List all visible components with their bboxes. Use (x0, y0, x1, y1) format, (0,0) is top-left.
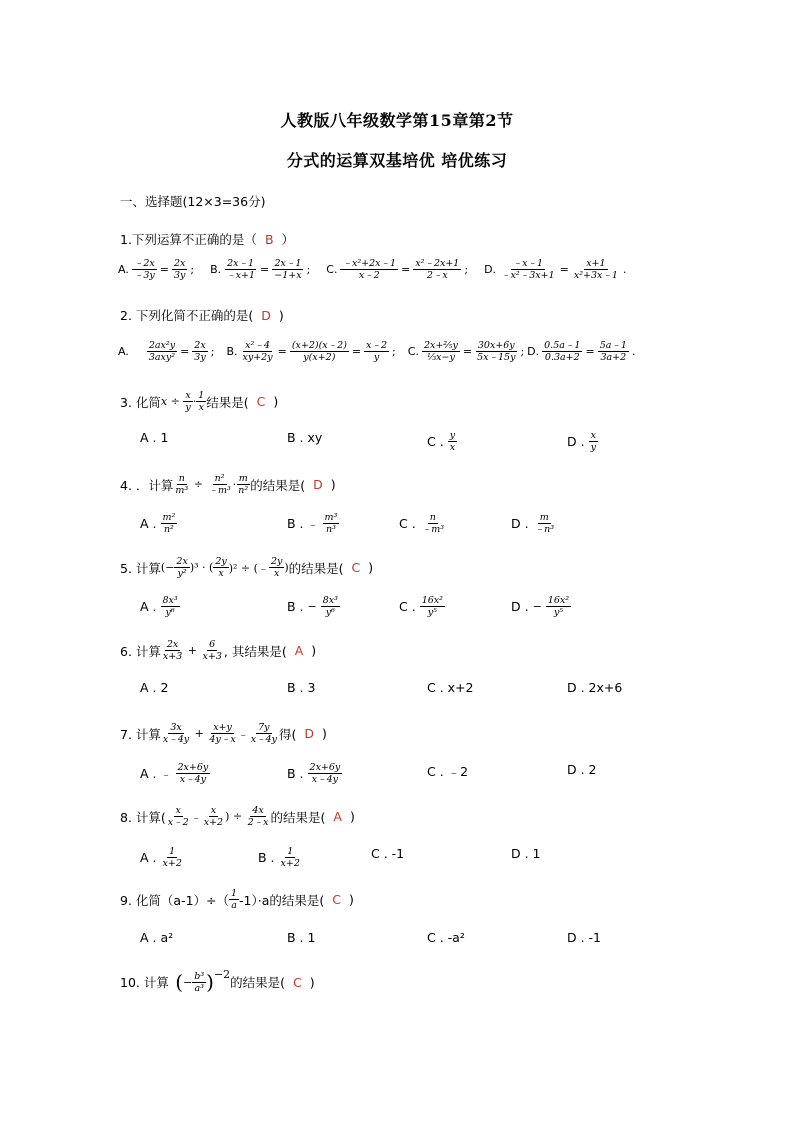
question-stem-end: ） (281, 232, 295, 247)
option-b (287, 430, 322, 445)
option-c (427, 430, 457, 453)
option-d (567, 430, 598, 453)
math-fraction: $\frac{\text{﹣x²+2x﹣1}}{x﹣2}$ (342, 258, 397, 281)
option-d (567, 930, 601, 945)
option-c (371, 846, 404, 861)
option-text: B . (258, 850, 275, 865)
option-a (140, 680, 168, 695)
question-4: 4. ．计算 $\frac{n}{\text{m³}}$ ÷ $\frac{\text{n²}}{\text{﹣m³}}$ · $\frac{m}{\text{n²}}$ 的结果是( D ) (120, 473, 336, 496)
math-fraction: $\frac{1}{x+2}$ (280, 846, 300, 869)
answer-mark: C (293, 974, 302, 990)
option-a (140, 430, 168, 445)
section-heading: 一、选择题(12×3=36分) (120, 194, 266, 209)
math-fraction: $\frac{\text{8x³}}{\text{y⁶}}$ (322, 595, 338, 618)
document-title: 人教版八年级数学第15章第2节 (280, 111, 514, 130)
math-fraction: $\frac{2x}{x+3}$ (162, 639, 183, 662)
question-stem-end: ) (309, 974, 315, 990)
question-stem: 4. ．计算 (120, 477, 174, 493)
math-fraction: $\frac{m}{\text{n²}}$ (238, 473, 249, 496)
option-b (287, 930, 315, 945)
answer-mark: D (313, 477, 323, 492)
answer-mark: D (261, 308, 271, 323)
math-fraction: $\frac{\text{n²}}{\text{﹣m³}}$ (208, 473, 231, 496)
question-1 (120, 230, 294, 248)
question-5-options (140, 595, 660, 621)
option-c (399, 595, 445, 618)
option-c (427, 680, 473, 695)
math-fraction: $\frac{\text{8x³}}{\text{y⁶}}$ (162, 595, 178, 618)
math-fraction: $\frac{m}{\text{﹣n³}}$ (534, 512, 555, 535)
question-stem-mid: 的结果是( (230, 975, 286, 990)
question-3-options (140, 430, 660, 456)
math-fraction: $\frac{y}{x}$ (449, 430, 456, 453)
math-fraction: $\frac{4x}{2﹣x}$ (247, 805, 269, 828)
option-text: B . (287, 599, 304, 614)
math-fraction: $\frac{2y}{x}$ (270, 556, 283, 579)
answer-mark: C (332, 892, 342, 907)
math-fraction: $\frac{7y}{x﹣4y}$ (250, 722, 277, 745)
question-stem-end: ) (349, 809, 355, 824)
math-fraction: $\frac{x+1}{\text{x²+3x﹣1}}$ (573, 258, 618, 281)
math-fraction: $\frac{1}{a}$ (231, 888, 238, 911)
question-9-options (140, 930, 660, 956)
option-text: C . (399, 599, 416, 614)
math-fraction: $\frac{x}{y}$ (185, 390, 191, 413)
option-label: B. (226, 345, 238, 358)
option-b (258, 846, 302, 869)
math-fraction: $\frac{2x﹣1}{-1+x}$ (274, 258, 302, 281)
option-c (427, 762, 468, 780)
question-8: 8. 计算( $\frac{x}{x﹣2}$ ﹣ $\frac{x}{x+2}$ ) ÷ $\frac{4x}{2﹣x}$ 的结果是( A ) (120, 805, 355, 828)
question-stem-end: ) (322, 726, 327, 741)
option-label: D. (484, 263, 497, 276)
option-text: D . 2 (567, 762, 597, 777)
option-a (140, 846, 184, 869)
math-fraction: $\frac{30x+6y}{5x﹣15y}$ (477, 340, 516, 363)
math-fraction: $\frac{6}{x+3}$ (202, 639, 222, 662)
option-b (287, 680, 315, 695)
option-c (399, 512, 446, 535)
question-stem-end: ) (368, 560, 374, 575)
option-text: C . (427, 434, 444, 449)
option-a: A . ﹣ $\frac{2x+6y}{x﹣4y}$ (140, 762, 209, 785)
option-text: A . (140, 850, 157, 865)
math-fraction: $\frac{\text{16x²}}{\text{y⁵}}$ (421, 595, 443, 618)
math-fraction: $\frac{1}{x+2}$ (162, 846, 182, 869)
math-fraction: $\frac{1}{x}$ (198, 390, 205, 413)
option-label: A. (118, 263, 129, 276)
question-stem-mid: 的结果是( (250, 477, 306, 493)
math-fraction: $\frac{\text{m²}}{\text{n²}}$ (162, 512, 176, 535)
answer-mark: C (256, 394, 266, 409)
question-stem-end: ) (273, 394, 279, 409)
option-label: A. (118, 345, 129, 358)
math-fraction: $\frac{\text{16x²}}{\text{y⁵}}$ (547, 595, 570, 618)
math-fraction: $\frac{\text{x²﹣4}}{xy+2y}$ (242, 340, 273, 363)
math-fraction: $\frac{3x}{x﹣4y}$ (162, 722, 190, 745)
question-stem-end: ) (330, 477, 336, 492)
option-d: D . − $\frac{\text{16x²}}{\text{y⁵}}$ (511, 595, 570, 618)
option-text: D . 1 (511, 846, 541, 861)
math-fraction: $\frac{2x}{\text{y²}}$ (176, 556, 188, 579)
option-text: A . a² (140, 930, 174, 945)
question-4-options (140, 512, 660, 538)
option-b (287, 762, 342, 785)
math-fraction: $\frac{2x+6y}{x﹣4y}$ (309, 762, 341, 785)
option-text: C . (399, 516, 416, 531)
option-d (567, 680, 622, 695)
question-1-options: A. $\frac{﹣2x}{﹣3y}$ = $\frac{2x}{3y}$ ; B. $\frac{2x﹣1}{﹣x+1}$ = $\frac{2x﹣1}{-1+x}$ ; C. $\frac{\text{﹣x²+2x﹣1}}{x﹣2}$ = $\frac{\text{x²﹣2x+1}}{2﹣x}$ ; D. $\frac{﹣x﹣1}{\text{﹣x²﹣3x+1}}$ = $\frac{x+1}{\text{x²+3x﹣1}}$ . (118, 258, 627, 281)
question-9 (120, 888, 354, 911)
math-fraction: $\frac{\text{b³}}{\text{a³}}$ (194, 970, 205, 994)
math-fraction: $\frac{2x﹣1}{﹣x+1}$ (226, 258, 256, 281)
math-fraction: $\frac{x}{x﹣2}$ (167, 805, 189, 828)
option-text: B . xy (287, 430, 323, 445)
question-stem-mid: 的结果是( (270, 809, 326, 825)
option-text: B . (287, 516, 304, 531)
math-fraction: $\frac{2x+6y}{x﹣4y}$ (177, 762, 209, 785)
option-text: C . x+2 (427, 680, 474, 695)
question-stem-end: ) (278, 308, 284, 323)
question-stem: 2. 下列化简不正确的是( (120, 308, 254, 323)
question-stem-mid: -1）·a的结果是( (239, 892, 325, 908)
question-stem: 9. 化简（a-1）÷（ (120, 892, 229, 908)
question-stem: 5. 计算 (120, 560, 161, 576)
option-a (140, 930, 173, 945)
math-fraction: $\frac{0.5a﹣1}{0.3a+2}$ (544, 340, 581, 363)
question-stem-mid: , 其结果是( (223, 643, 287, 659)
math-fraction: $\frac{x}{y}$ (590, 430, 596, 453)
question-10: 10. 计算 ( − $\frac{\text{b³}}{\text{a³}}$ ) −2 的结果是( C ) (120, 967, 315, 994)
math-fraction: $\frac{\text{2x+⅖y}}{\text{⅓x−y}}$ (423, 340, 458, 363)
question-7: 7. 计算 $\frac{3x}{x﹣4y}$ + $\frac{x+y}{4y﹣x}$ ﹣ $\frac{7y}{x﹣4y}$ 得( D ) (120, 722, 327, 745)
option-text: C . -a² (427, 930, 465, 945)
question-stem-mid: 的结果是( (288, 560, 344, 576)
option-text: D . -1 (567, 930, 602, 945)
answer-mark: A (333, 809, 342, 824)
math-fraction: $\frac{\text{x²﹣2x+1}}{2﹣x}$ (415, 258, 460, 281)
option-text: B . 1 (287, 930, 316, 945)
option-text: A . (140, 516, 157, 531)
math-fraction: $\frac{x﹣2}{y}$ (366, 340, 388, 363)
answer-mark: C (351, 560, 361, 575)
question-3: 3. 化简 x ÷ $\frac{x}{y}$ · $\frac{1}{x}$ 结果是( C ) (120, 390, 279, 413)
option-c (427, 930, 465, 945)
option-text: B . (287, 766, 304, 781)
option-text: C . ﹣2 (427, 764, 469, 779)
option-label: D. (527, 345, 540, 358)
option-d (567, 762, 597, 777)
question-8-options (140, 846, 660, 872)
question-stem-end: ) (311, 643, 317, 658)
question-stem: 1.下列运算不正确的是（ (120, 232, 257, 247)
answer-mark: D (304, 726, 314, 741)
math-fraction: $\frac{﹣x﹣1}{\text{﹣x²﹣3x+1}}$ (501, 258, 555, 281)
answer-mark: B (264, 232, 274, 247)
answer-mark: A (294, 643, 304, 658)
option-text: A . (140, 766, 157, 781)
math-fraction: $\frac{2x}{3y}$ (173, 258, 186, 281)
option-b: B . ﹣ $\frac{\text{m³}}{\text{n³}}$ (287, 512, 338, 535)
option-text: A . 1 (140, 430, 169, 445)
option-text: D . (567, 434, 585, 449)
math-fraction: $\frac{\text{m³}}{\text{n³}}$ (324, 512, 338, 535)
math-fraction: $\frac{5a﹣1}{3a+2}$ (599, 340, 627, 363)
question-5: 5. 计算 (− $\frac{2x}{\text{y²}}$ )³ · ( $\frac{2y}{x}$ )² ÷ (﹣ $\frac{2y}{x}$ ) 的结果是( C ) (120, 556, 374, 579)
document-subtitle: 分式的运算双基培优 培优练习 (286, 151, 508, 170)
option-text: A . (140, 599, 157, 614)
question-stem: 6. 计算 (120, 643, 161, 659)
math-fraction: $\frac{2y}{x}$ (215, 556, 227, 579)
question-stem: 3. 化简 (120, 394, 161, 410)
option-label: B. (210, 263, 222, 276)
question-2 (120, 306, 284, 324)
question-stem-end: ) (349, 892, 354, 907)
option-text: D . (511, 516, 529, 531)
question-stem: 7. 计算 (120, 726, 161, 742)
question-stem-mid: 结果是( (206, 394, 249, 410)
option-label: C. (326, 263, 338, 276)
math-fraction: $\frac{n}{\text{﹣m³}}$ (421, 512, 445, 535)
option-b: B . − $\frac{\text{8x³}}{\text{y⁶}}$ (287, 595, 338, 618)
option-text: D . 2x+6 (567, 680, 623, 695)
question-6-options (140, 680, 660, 706)
option-d (511, 846, 541, 861)
option-label: C. (407, 345, 419, 358)
option-a (140, 512, 177, 535)
math-fraction: $\frac{\text{2ax²y}}{\text{3axy²}}$ (148, 340, 176, 363)
option-d (511, 512, 556, 535)
math-fraction: $\frac{x+y}{4y﹣x}$ (209, 722, 236, 745)
question-7-options (140, 762, 660, 788)
question-2-options: A. $\frac{\text{2ax²y}}{\text{3axy²}}$ = $\frac{2x}{3y}$ ; B. $\frac{\text{x²﹣4}}{xy+2y}$ = $\frac{(x+2)(x﹣2)}{y(x+2)}$ = $\frac{x﹣2}{y}$ ; C. $\frac{\text{2x+⅖y}}{\text{⅓x−y}}$ = $\frac{30x+6y}{5x﹣15y}$ ; D. $\frac{0.5a﹣1}{0.3a+2}$ = $\frac{5a﹣1}{3a+2}$ . (118, 340, 636, 363)
math-fraction: $\frac{2x}{3y}$ (194, 340, 206, 363)
question-6: 6. 计算 $\frac{2x}{x+3}$ + $\frac{6}{x+3}$ , 其结果是( A ) (120, 639, 317, 662)
math-fraction: $\frac{x}{x+2}$ (203, 805, 224, 828)
option-text: B . 3 (287, 680, 316, 695)
question-stem: 8. 计算( (120, 809, 166, 825)
question-stem: 10. 计算 (120, 975, 169, 990)
option-text: A . 2 (140, 680, 169, 695)
question-stem-mid: 得( (278, 726, 297, 742)
math-fraction: $\frac{﹣2x}{﹣3y}$ (133, 258, 155, 281)
option-text: D . (511, 599, 529, 614)
option-a (140, 595, 180, 618)
math-fraction: $\frac{n}{\text{m³}}$ (175, 473, 189, 496)
option-text: C . -1 (371, 846, 405, 861)
math-fraction: $\frac{(x+2)(x﹣2)}{y(x+2)}$ (291, 340, 347, 363)
